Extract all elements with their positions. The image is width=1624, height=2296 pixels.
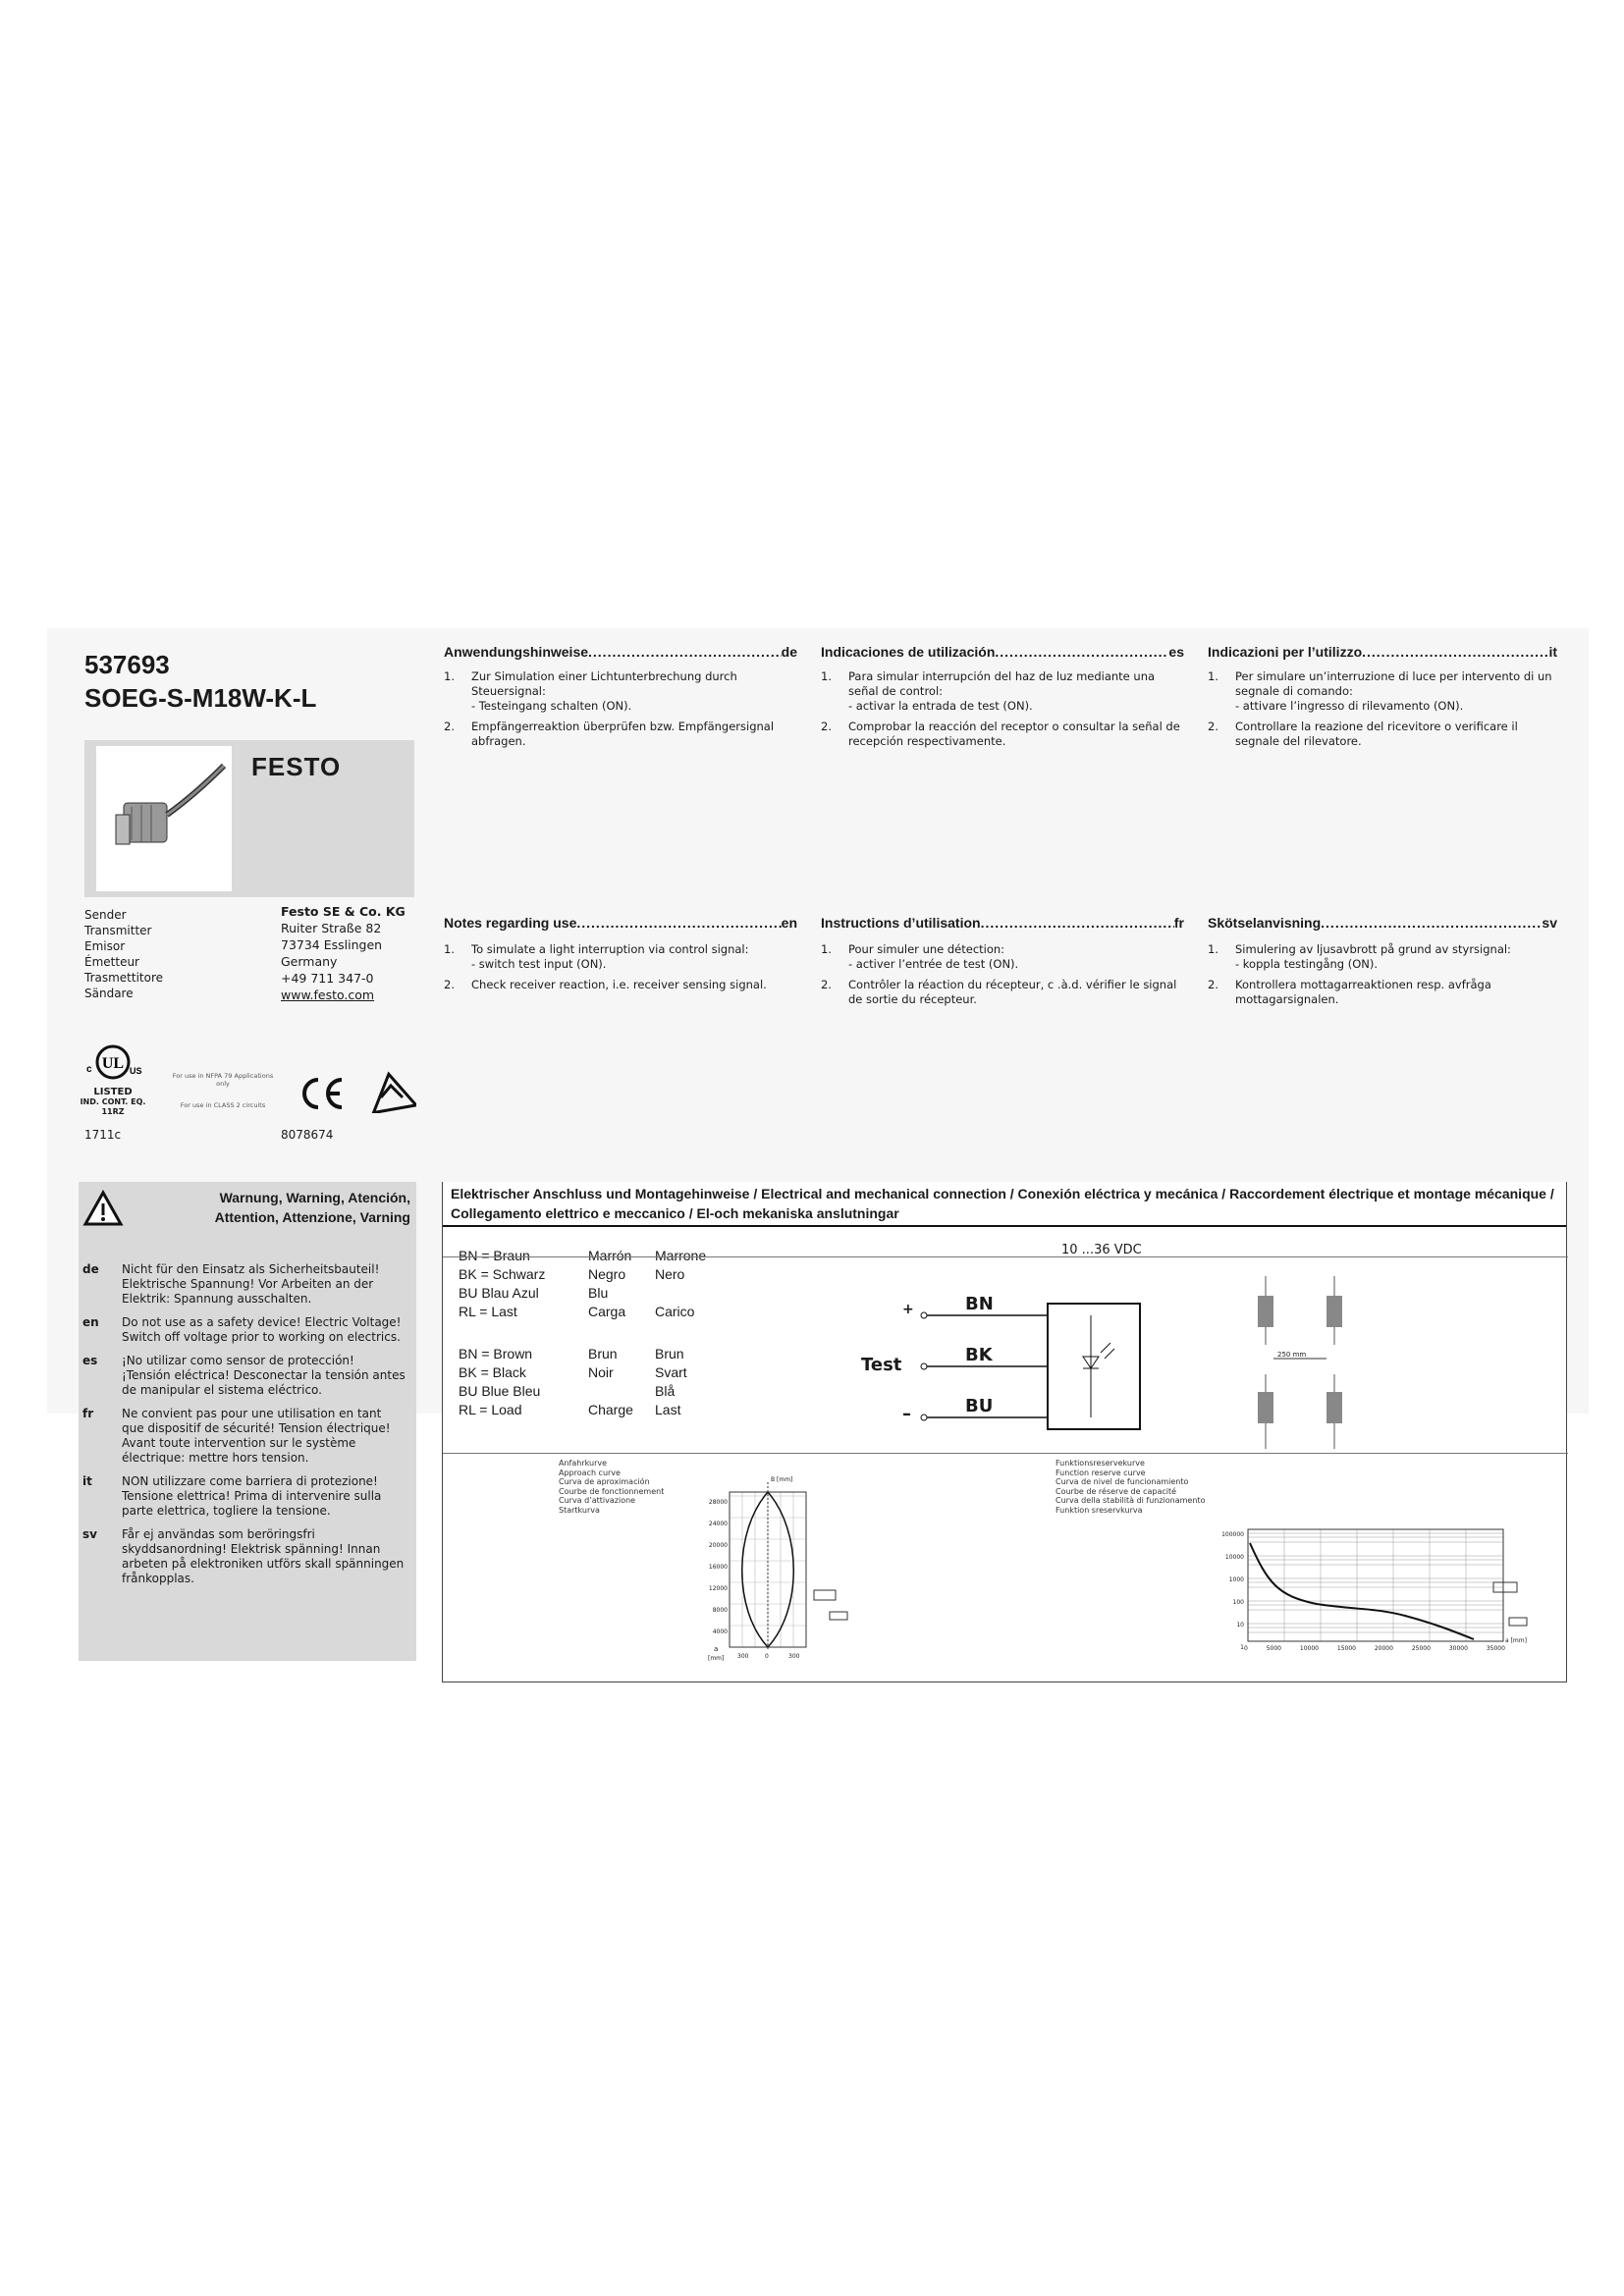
warning-title: Warnung, Warning, Atención, <box>219 1190 410 1205</box>
company-street: Ruiter Straße 82 <box>281 921 382 935</box>
class2-note: For use in CLASS 2 circuits <box>180 1101 266 1109</box>
warning-row: fr Ne convient pas pour une utilisation en tant que dispositif de sécurité! Tension électrique! Avant toute intervention sur le système électrique: mettre hors tension. <box>82 1407 391 1465</box>
circuit-diagram <box>855 1270 1150 1447</box>
approach-captions: Anfahrkurve Approach curve Curva de aproximación Courbe de fonctionnement Curva d’attivazione Startkurva <box>559 1459 665 1515</box>
svg-text:c: c <box>86 1064 92 1075</box>
mounting-sketch <box>1228 1276 1385 1449</box>
step-item: 1. Para simular interrupción del haz de luz mediante una señal de control: - activar la entrada de test (ON). <box>821 669 1156 713</box>
section-en <box>444 915 797 998</box>
warning-triangle-icon <box>82 1190 124 1231</box>
section-de <box>444 644 797 755</box>
section-title: Skötselanvisning ..... sv <box>1208 915 1557 931</box>
wire-colors-a: BN = Braun Marrón Marrone BK = Schwarz Negro Nero BU Blau Azul Blu RL = Last Carga Carico <box>459 1248 707 1319</box>
function-y-ticks: 100000 10000 1000 100 10 1 <box>1221 1531 1244 1651</box>
product-number: 537693 <box>84 650 170 679</box>
distance-label: 250 mm <box>1277 1351 1307 1359</box>
doc-code-right: 8078674 <box>281 1128 334 1142</box>
function-x-ticks: 0 5000 10000 15000 20000 25000 30000 35000 <box>1244 1645 1505 1652</box>
role-label: Emisor <box>84 939 126 953</box>
ul-code: 11RZ <box>101 1107 125 1116</box>
warning-row: en Do not use as a safety device! Electric Voltage! Switch off voltage prior to working on electrics. <box>82 1315 402 1344</box>
company-city: 73734 Esslingen <box>281 937 383 952</box>
company-country: Germany <box>281 954 338 969</box>
function-captions: Funktionsreservekurve Function reserve curve Curva de nivel de funcionamiento Courbe de réserve de capacité Curva della stabilità di funzionamento Funktion sreservkurva <box>1056 1459 1206 1515</box>
role-label: Émetteur <box>84 955 139 969</box>
voltage-label: 10 ...36 VDC <box>1061 1243 1142 1257</box>
section-es <box>821 644 1184 755</box>
role-label: Trasmettitore <box>84 971 164 985</box>
pin-minus: – <box>902 1404 911 1424</box>
step-item: 2. Controllare la reazione del ricevitore o verificare il segnale del rilevatore. <box>1208 720 1518 748</box>
roles-list <box>84 907 251 1001</box>
step-item: 2. Comprobar la reacción del receptor o consultar la señal de recepción respectivamente. <box>821 720 1180 748</box>
step-item: 2. Empfängerreaktion überprüfen bzw. Empfängersignal abfragen. <box>444 720 775 748</box>
warning-row: de Nicht für den Einsatz als Sicherheitsbauteil! Elektrische Spannung! Vor Arbeiten an der Elektrik: Spannung ausschalten. <box>82 1262 380 1306</box>
step-item: 1. Simulering av ljusavbrott på grund av styrsignal: - koppla testingång (ON). <box>1208 942 1511 971</box>
rcm-mark <box>367 1070 416 1117</box>
role-label: Sender <box>84 908 127 922</box>
product-image-box <box>84 740 414 897</box>
doc-code-left: 1711c <box>84 1128 122 1142</box>
company-phone: +49 711 347-0 <box>281 971 374 986</box>
svg-text:UL: UL <box>101 1055 125 1072</box>
step-item: 1. Pour simuler une détection: - activer l’entrée de test (ON). <box>821 942 1019 971</box>
sensor-image <box>96 746 232 891</box>
connection-title: Elektrischer Anschluss und Montagehinweise / Electrical and mechanical connection / Conexión eléctrica y mecánica / Raccordement électrique et montage mécanique / <box>451 1186 1554 1201</box>
company-name: Festo SE & Co. KG <box>281 904 406 919</box>
step-item: 1. Zur Simulation einer Lichtunterbrechung durch Steuersignal: - Testeingang schalten (ON). <box>444 669 737 713</box>
svg-text:US: US <box>130 1066 142 1076</box>
section-sv <box>1208 915 1557 1013</box>
company-web-link[interactable]: www.festo.com <box>281 988 375 1002</box>
warning-title: Attention, Attenzione, Varning <box>214 1209 410 1225</box>
section-fr <box>821 915 1184 1013</box>
pin-test: Test <box>861 1355 902 1375</box>
step-item: 1. Per simulare un’interruzione di luce per intervento di un segnale di comando: - attivare l’ingresso di rilevamento (ON). <box>1208 669 1552 713</box>
function-curve-chart: 100000 10000 1000 100 10 1 0 5000 10000 15000 20000 25000 30000 35000 a [mm] <box>1209 1523 1543 1677</box>
role-label: Sändare <box>84 987 134 1000</box>
approach-curve-chart: B [mm] 28000 24000 20000 16000 12000 8000 4000 a [mm] 300 0 300 <box>708 1472 855 1669</box>
festo-logo: FESTO <box>251 752 342 781</box>
warning-row: it NON utilizzare come barriera di protezione! Tensione elettrica! Prima di intervenire sulla parte elettrica, togliere la tensione. <box>82 1474 382 1518</box>
ul-sub-text: IND. CONT. EQ. <box>80 1097 146 1106</box>
warning-box <box>79 1182 416 1661</box>
role-label: Transmitter <box>84 924 152 937</box>
warning-row: es ¡No utilizar como sensor de protección! ¡Tensión eléctrica! Desconectar la tensión antes de manipular el sistema eléctrico. <box>82 1354 406 1397</box>
ul-listed-mark <box>79 1044 147 1116</box>
wire-bk-label: BK <box>965 1345 993 1365</box>
ce-mark <box>297 1074 348 1117</box>
wire-bn-label: BN <box>965 1294 994 1314</box>
connection-panel <box>442 1182 1567 1682</box>
approach-y-ticks: 28000 24000 20000 16000 12000 8000 4000 <box>708 1499 728 1635</box>
section-title: Anwendungshinweise ..... de <box>444 644 797 660</box>
product-model: SOEG-S-M18W-K-L <box>84 683 317 713</box>
warning-row: sv Får ej användas som beröringsfri skyddsanordning! Elektrisk spänning! Innan arbeten på elektroniken utförs skall spänningen frånkopplas. <box>82 1527 405 1585</box>
ul-listed-text: LISTED <box>93 1087 133 1097</box>
section-title: Indicazioni per l’utilizzo ..... it <box>1208 644 1557 660</box>
step-item: 2. Contrôler la réaction du récepteur, c .à.d. vérifier le signal de sortie du récepteur. <box>821 978 1177 1006</box>
company-address <box>281 903 418 1003</box>
connection-title: Collegamento elettrico e meccanico / El-och mekaniska anslutningar <box>451 1205 899 1221</box>
section-title: Instructions d’utilisation ..... fr <box>821 915 1184 931</box>
step-item: 2. Kontrollera mottagarreaktionen resp. avfråga mottagarsignalen. <box>1208 978 1491 1006</box>
section-it <box>1208 644 1557 755</box>
step-item: 1. To simulate a light interruption via control signal: - switch test input (ON). <box>444 942 749 971</box>
pin-plus: + <box>902 1302 914 1317</box>
step-item: 2. Check receiver reaction, i.e. receiver sensing signal. <box>444 978 767 991</box>
nfpa-note: For use in NFPA 79 Applications only <box>172 1072 274 1088</box>
wire-bu-label: BU <box>965 1396 994 1416</box>
wire-colors-b: BN = Brown Brun Brun BK = Black Noir Svart BU Blue Bleu Blå RL = Load Charge Last <box>459 1346 687 1417</box>
section-title: Notes regarding use ..... en <box>444 915 797 931</box>
section-title: Indicaciones de utilización ..... es <box>821 644 1184 660</box>
